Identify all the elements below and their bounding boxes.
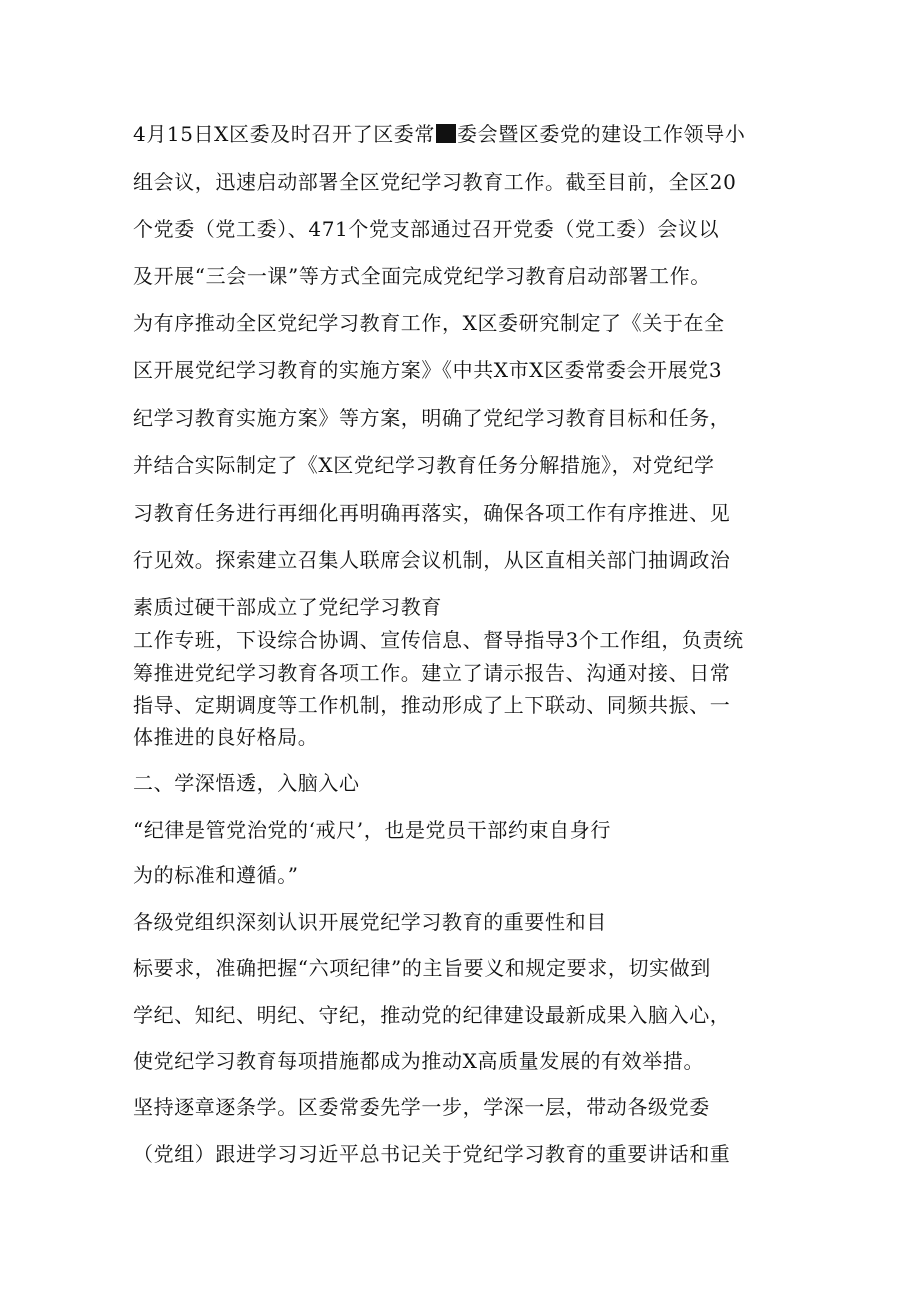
text-line: 标要求，准确把握“六项纪律”的主旨要义和规定要求，切实做到 xyxy=(133,956,711,980)
redaction-block xyxy=(436,124,456,143)
text-line: 坚持逐章逐条学。区委常委先学一步，学深一层，带动各级党委 xyxy=(133,1095,710,1119)
text-line: 体推进的良好格局。 xyxy=(133,725,319,749)
text-line: （党组）跟进学习习近平总书记关于党纪学习教育的重要讲话和重 xyxy=(133,1142,731,1166)
text-line: 为有序推动全区党纪学习教育工作，X区委研究制定了《关于在全 xyxy=(133,311,725,335)
text-line-1-tail: 委会暨区委党的建设工作领导小 xyxy=(457,122,746,146)
text-line: 学纪、知纪、明纪、守纪，推动党的纪律建设最新成果入脑入心， xyxy=(133,1003,731,1027)
section-heading: 二、学深悟透，入脑入心 xyxy=(133,771,360,795)
text-line-1 xyxy=(133,121,745,147)
text-line: 各级党组织深刻认识开展党纪学习教育的重要性和目 xyxy=(133,910,607,934)
text-line: 并结合实际制定了《X区党纪学习教育任务分解措施》，对党纪学 xyxy=(133,453,715,477)
text-line: 指导、定期调度等工作机制，推动形成了上下联动、同频共振、一 xyxy=(133,693,731,717)
text-line: 工作专班，下设综合协调、宣传信息、督导指导3个工作组，负责统 xyxy=(133,628,744,652)
text-line: 区开展党纪学习教育的实施方案》《中共X市X区委常委会开展党3 xyxy=(133,358,723,382)
text-line: 使党纪学习教育每项措施都成为推动X高质量发展的有效举措。 xyxy=(133,1049,705,1073)
text-line: 筹推进党纪学习教育各项工作。建立了请示报告、沟通对接、日常 xyxy=(133,661,731,685)
text-line: 素质过硬干部成立了党纪学习教育 xyxy=(133,595,442,619)
text-line: 行见效。探索建立召集人联席会议机制，从区直相关部门抽调政治 xyxy=(133,548,731,572)
text-line: 纪学习教育实施方案》等方案，明确了党纪学习教育目标和任务， xyxy=(133,406,731,430)
text-line-1-head: 4月15日X区委及时召开了区委常 xyxy=(133,122,436,146)
text-line: 及开展“三会一课”等方式全面完成党纪学习教育启动部署工作。 xyxy=(133,264,711,288)
text-line: 组会议，迅速启动部署全区党纪学习教育工作。截至目前，全区20 xyxy=(133,170,737,194)
quote-line: 为的标准和遵循。” xyxy=(133,863,299,887)
quote-line: “纪律是管党治党的‘戒尺’，也是党员干部约束自身行 xyxy=(133,818,611,842)
text-line: 个党委（党工委）、471个党支部通过召开党委（党工委）会议以 xyxy=(133,217,720,241)
text-line: 习教育任务进行再细化再明确再落实，确保各项工作有序推进、见 xyxy=(133,501,731,525)
